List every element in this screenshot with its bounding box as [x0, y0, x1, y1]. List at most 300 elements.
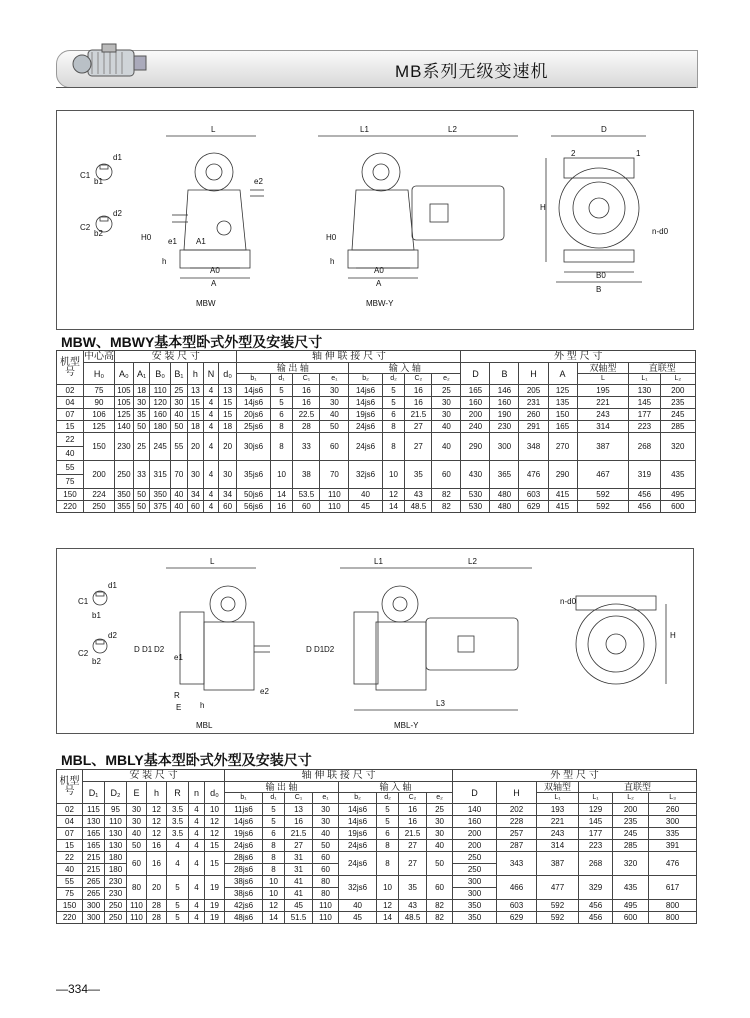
table-cell: 160: [150, 409, 171, 421]
t2-col-group-double: 双轴型: [537, 782, 579, 793]
col-hh: H: [519, 363, 548, 385]
model-cell: 15: [57, 421, 84, 433]
svg-text:b1: b1: [94, 177, 103, 186]
table-cell: 30: [427, 828, 453, 840]
table-cell: 19: [205, 912, 225, 924]
table-cell: 18: [133, 385, 150, 397]
table-cell: 24js6: [339, 852, 377, 876]
table-cell: 125: [115, 409, 134, 421]
table-cell: 190: [490, 409, 519, 421]
svg-text:E: E: [176, 703, 182, 712]
table-cell: 343: [497, 852, 537, 876]
table-cell: 15: [187, 409, 204, 421]
t2-col-r: R: [167, 782, 189, 804]
table-cell: 28js6: [225, 864, 263, 876]
table-cell: 95: [105, 804, 127, 816]
svg-text:L1: L1: [360, 125, 369, 134]
table-cell: 19: [205, 900, 225, 912]
table-cell: 60: [427, 876, 453, 900]
table-cell: 5: [382, 385, 405, 397]
table-cell: 15: [205, 852, 225, 876]
table-cell: 18: [218, 421, 237, 433]
table-cell: 250: [105, 912, 127, 924]
table-cell: 24js6: [225, 840, 263, 852]
table-cell: 476: [519, 461, 548, 489]
t2-col-d1s: d₁: [263, 793, 285, 804]
svg-text:e2: e2: [260, 687, 269, 696]
table-cell: 130: [629, 385, 660, 397]
table-cell: 16: [147, 852, 167, 876]
model-value: 75: [65, 477, 75, 486]
table-cell: 435: [613, 876, 649, 900]
model-value: 22: [57, 433, 83, 447]
table2-title: MBL、MBLY基本型卧式外型及安装尺寸: [61, 752, 312, 768]
svg-text:d2: d2: [113, 209, 122, 218]
table-cell: 290: [461, 433, 490, 461]
table-cell: 38js6: [225, 888, 263, 900]
table-cell: 240: [461, 421, 490, 433]
table-cell: 150: [548, 409, 577, 421]
table-cell: 40: [432, 421, 461, 433]
table-row: [57, 501, 696, 513]
table-cell: 231: [519, 397, 548, 409]
table-cell: 291: [519, 421, 548, 433]
table-cell: 12: [382, 489, 405, 501]
table-cell: 43: [399, 900, 427, 912]
table-cell: 5: [270, 397, 293, 409]
table-cell: 60: [127, 852, 147, 876]
table-cell: 18: [187, 421, 204, 433]
table-cell: 8: [377, 852, 399, 876]
table-cell: 51.5: [285, 912, 313, 924]
table-cell: 82: [432, 489, 461, 501]
col-a1: A₁: [133, 363, 150, 385]
table-cell: 30: [171, 397, 188, 409]
model-cell: 04: [57, 816, 83, 828]
table-cell: 110: [105, 816, 127, 828]
table-cell: 20: [187, 433, 204, 461]
svg-text:C1: C1: [78, 597, 89, 606]
header-underline: [56, 87, 696, 88]
table-cell: 48js6: [225, 912, 263, 924]
table-cell: 25: [427, 804, 453, 816]
table-cell: 165: [83, 828, 105, 840]
table-cell: 16: [293, 397, 320, 409]
table-cell: 28: [293, 421, 320, 433]
table-cell: 600: [660, 501, 695, 513]
t2-col-group-install: 安 装 尺 寸: [83, 770, 225, 782]
table-cell: 600: [613, 912, 649, 924]
table-cell: 82: [427, 900, 453, 912]
table-cell: 14js6: [339, 816, 377, 828]
table-cell: 50: [427, 852, 453, 876]
table-cell: 40: [127, 828, 147, 840]
table-cell: 165: [548, 421, 577, 433]
table-cell: 8: [377, 840, 399, 852]
table-cell: 34: [187, 489, 204, 501]
table-cell: 30: [427, 816, 453, 828]
table-row: [57, 489, 696, 501]
table-cell: 50: [320, 421, 349, 433]
svg-text:L3: L3: [436, 699, 445, 708]
table-cell: 40: [313, 828, 339, 840]
table-cell: 20: [218, 433, 237, 461]
table-cell: 19js6: [339, 828, 377, 840]
table-cell: 10: [270, 461, 293, 489]
t2-col-d2s: d₂: [377, 793, 399, 804]
table-cell: 456: [579, 912, 613, 924]
table-cell: 3.5: [167, 828, 189, 840]
table-cell: 45: [339, 912, 377, 924]
header-bar: [56, 50, 698, 88]
model-cell: 22: [57, 852, 83, 864]
table-cell: 629: [497, 912, 537, 924]
table-cell: 250: [115, 461, 134, 489]
table-cell: 135: [548, 397, 577, 409]
table-cell: 230: [105, 888, 127, 900]
table-cell: 40: [427, 840, 453, 852]
svg-text:d2: d2: [108, 631, 117, 640]
table-cell: 4: [204, 421, 219, 433]
table-cell: 30: [432, 409, 461, 421]
table-cell: 592: [577, 501, 629, 513]
t2-col-d0: d₀: [205, 782, 225, 804]
table-cell: 30: [127, 804, 147, 816]
table-cell: 31: [285, 852, 313, 864]
table-cell: 435: [660, 461, 695, 489]
table-cell: 145: [579, 816, 613, 828]
table-cell: 6: [263, 828, 285, 840]
svg-text:D1: D1: [314, 645, 325, 654]
table-cell: 30: [432, 397, 461, 409]
svg-text:h: h: [200, 701, 205, 710]
table-row: [57, 816, 697, 828]
t2-col-d2: D₂: [105, 782, 127, 804]
t2-col-l2: L₂: [613, 793, 649, 804]
table-cell: 53.5: [293, 489, 320, 501]
t2-col-d1: D₁: [83, 782, 105, 804]
col-group-shaft: 轴 伸 联 接 尺 寸: [237, 351, 461, 363]
table-cell: 260: [519, 409, 548, 421]
table-cell: 387: [537, 852, 579, 876]
table-cell: 16: [399, 804, 427, 816]
table-cell: 180: [105, 864, 127, 876]
model-cell: 15: [57, 840, 83, 852]
table-cell: 4: [189, 828, 205, 840]
table-cell: 5: [382, 397, 405, 409]
table-cell: 200: [453, 828, 497, 840]
table-cell: 48.5: [399, 912, 427, 924]
table-cell: 235: [613, 816, 649, 828]
table-row: [57, 912, 697, 924]
motor-logo-icon: [72, 40, 152, 86]
table-cell: 50js6: [237, 489, 270, 501]
col-b0: B₀: [150, 363, 171, 385]
svg-text:n-d0: n-d0: [560, 597, 577, 606]
svg-text:b2: b2: [94, 229, 103, 238]
table-cell: 228: [497, 816, 537, 828]
table-cell: 5: [167, 876, 189, 900]
table-cell: 300: [83, 912, 105, 924]
table-cell: 6: [270, 409, 293, 421]
table-cell: 31: [285, 864, 313, 876]
svg-text:C2: C2: [78, 649, 89, 658]
table1-spec: [56, 350, 696, 513]
table-row: [57, 461, 696, 489]
table-cell: 315: [150, 461, 171, 489]
col-model: 机型号: [57, 351, 84, 385]
col-l2: L₂: [660, 374, 695, 385]
table-cell: 245: [150, 433, 171, 461]
table-cell: 30: [187, 461, 204, 489]
t2-col-group-input: 输 入 轴: [339, 782, 453, 793]
table-cell: 27: [285, 840, 313, 852]
table-cell: 12: [263, 900, 285, 912]
table-cell: 15: [218, 397, 237, 409]
col-b1: B₁: [171, 363, 188, 385]
table-cell: 10: [205, 804, 225, 816]
table-cell: 8: [263, 840, 285, 852]
table-cell: 200: [461, 409, 490, 421]
table-cell: 3.5: [167, 816, 189, 828]
table-cell: 45: [285, 900, 313, 912]
table-cell: 480: [490, 489, 519, 501]
table-row: [57, 876, 697, 888]
svg-text:H0: H0: [141, 233, 152, 242]
col-b1s: b₁: [237, 374, 270, 385]
table-cell: 30: [127, 816, 147, 828]
model-cell: [57, 461, 84, 489]
model-value: 55: [57, 461, 83, 475]
table-cell: 5: [270, 385, 293, 397]
table-cell: 15: [187, 397, 204, 409]
svg-text:H0: H0: [326, 233, 337, 242]
col-d0: d₀: [218, 363, 237, 385]
table2-spec: [56, 769, 697, 924]
table-cell: 4: [189, 912, 205, 924]
table-cell: 40: [171, 501, 188, 513]
col-center-height: 中心高: [84, 350, 114, 362]
table-cell: 21.5: [399, 828, 427, 840]
table-row: [57, 828, 697, 840]
t2-col-c2: C₂: [399, 793, 427, 804]
model-cell: 220: [57, 501, 84, 513]
table-cell: 285: [660, 421, 695, 433]
t2-col-group-shaft: 轴 伸 联 接 尺 寸: [225, 770, 453, 782]
table-cell: 230: [105, 876, 127, 888]
table-cell: 19js6: [349, 409, 382, 421]
svg-text:C1: C1: [80, 171, 91, 180]
table-cell: 16: [405, 385, 432, 397]
table-cell: 56js6: [237, 501, 270, 513]
table-cell: 27: [405, 421, 432, 433]
table-cell: 215: [83, 864, 105, 876]
table-cell: 24js6: [349, 421, 382, 433]
table-cell: 4: [189, 900, 205, 912]
table-cell: 10: [382, 461, 405, 489]
table-cell: 140: [453, 804, 497, 816]
table-cell: 16: [285, 816, 313, 828]
col-group-install: 安 装 尺 寸: [115, 351, 237, 363]
table-cell: 14js6: [349, 397, 382, 409]
table-row: [57, 804, 697, 816]
table-cell: 8: [270, 433, 293, 461]
table-cell: 27: [399, 852, 427, 876]
svg-text:D1: D1: [142, 645, 153, 654]
table-cell: 30: [313, 804, 339, 816]
table-cell: 223: [629, 421, 660, 433]
table-cell: 6: [382, 409, 405, 421]
table-cell: 21.5: [285, 828, 313, 840]
table-cell: 40: [349, 489, 382, 501]
table-cell: 10: [263, 888, 285, 900]
table-cell: 350: [453, 912, 497, 924]
col-h0: H₀: [83, 363, 114, 385]
table-cell: 320: [613, 852, 649, 876]
t2-col-dd: D: [453, 782, 497, 804]
table-cell: 16: [293, 385, 320, 397]
t2-col-e2: e₂: [427, 793, 453, 804]
table-cell: 5: [377, 816, 399, 828]
table-cell: 27: [405, 433, 432, 461]
table-cell: 4: [189, 840, 205, 852]
table-cell: 45: [349, 501, 382, 513]
table-cell: 466: [497, 876, 537, 900]
table-cell: 456: [629, 489, 660, 501]
table-cell: 5: [167, 912, 189, 924]
t2-col-l3: L₃: [649, 793, 697, 804]
t2-col-e: E: [127, 782, 147, 804]
table-row: [57, 900, 697, 912]
table-cell: 140: [115, 421, 134, 433]
table-cell: 180: [150, 421, 171, 433]
svg-text:MBL: MBL: [196, 721, 213, 730]
table-cell: 40: [320, 409, 349, 421]
model-cell: 04: [57, 397, 84, 409]
svg-text:e2: e2: [254, 177, 263, 186]
table-cell: 300: [453, 876, 497, 888]
table-cell: 3.5: [167, 804, 189, 816]
t2-col-h: h: [147, 782, 167, 804]
table-cell: 43: [405, 489, 432, 501]
table-cell: 14: [270, 489, 293, 501]
table-row: [57, 840, 697, 852]
table-cell: 592: [537, 900, 579, 912]
table-cell: 5: [167, 900, 189, 912]
svg-text:H: H: [670, 631, 676, 640]
table-cell: 80: [313, 888, 339, 900]
table-cell: 50: [127, 840, 147, 852]
svg-text:A1: A1: [196, 237, 206, 246]
col-group-input-shaft: 输 入 轴: [349, 363, 461, 374]
table-cell: 4: [204, 501, 219, 513]
t2-col-b1: b₁: [225, 793, 263, 804]
table-cell: 8: [382, 421, 405, 433]
table-cell: 28: [147, 900, 167, 912]
svg-text:d1: d1: [113, 153, 122, 162]
table-cell: 335: [649, 828, 697, 840]
table-cell: 60: [320, 433, 349, 461]
model-cell: 02: [57, 385, 84, 397]
table-cell: 4: [189, 816, 205, 828]
table-row: [57, 397, 696, 409]
table-cell: 105: [115, 385, 134, 397]
table-cell: 415: [548, 489, 577, 501]
page-title: MB系列无级变速机: [395, 62, 549, 81]
table-cell: 250: [83, 501, 114, 513]
svg-text:L2: L2: [448, 125, 457, 134]
col-l: L: [577, 374, 629, 385]
t2-col-n: n: [189, 782, 205, 804]
col-group-direct: 直联型: [629, 363, 696, 374]
model-cell: 75: [57, 888, 83, 900]
table-cell: 4: [189, 876, 205, 900]
table-cell: 375: [150, 501, 171, 513]
table-cell: 25: [171, 385, 188, 397]
table1-title: MBW、MBWY基本型卧式外型及安装尺寸: [61, 334, 323, 350]
table-cell: 60: [432, 461, 461, 489]
table-cell: 10: [263, 876, 285, 888]
svg-text:n-d0: n-d0: [652, 227, 669, 236]
col-n: N: [204, 363, 219, 385]
table-cell: 60: [218, 501, 237, 513]
table-cell: 250: [453, 864, 497, 876]
table-cell: 221: [537, 816, 579, 828]
table-cell: 20: [147, 876, 167, 900]
table-cell: 4: [204, 409, 219, 421]
table-cell: 16: [270, 501, 293, 513]
svg-text:MBL-Y: MBL-Y: [394, 721, 419, 730]
mbw-technical-drawing: [56, 110, 694, 330]
table-cell: 495: [660, 489, 695, 501]
table-cell: 165: [83, 840, 105, 852]
table-cell: 82: [432, 501, 461, 513]
table-cell: 592: [537, 912, 579, 924]
svg-text:b2: b2: [92, 657, 101, 666]
svg-text:L1: L1: [374, 557, 383, 566]
table-cell: 41: [285, 876, 313, 888]
table-cell: 4: [189, 804, 205, 816]
col-c1: C₁: [293, 374, 320, 385]
table-cell: 265: [83, 876, 105, 888]
table-cell: 160: [461, 397, 490, 409]
col-d2: d₂: [382, 374, 405, 385]
table-cell: 16: [147, 840, 167, 852]
model-cell: 07: [57, 828, 83, 840]
table-cell: 617: [649, 876, 697, 900]
svg-text:A0: A0: [210, 266, 220, 275]
svg-text:D: D: [306, 645, 312, 654]
svg-text:B0: B0: [596, 271, 606, 280]
svg-text:R: R: [174, 691, 180, 700]
table-row: [57, 433, 696, 461]
model-cell: 07: [57, 409, 84, 421]
col-l1: L₁: [629, 374, 660, 385]
table-cell: 120: [150, 397, 171, 409]
svg-text:A0: A0: [374, 266, 384, 275]
table-cell: 195: [577, 385, 629, 397]
svg-text:D2: D2: [324, 645, 335, 654]
svg-text:D: D: [134, 645, 140, 654]
table-cell: 285: [613, 840, 649, 852]
table-cell: 329: [579, 876, 613, 900]
table-row: [57, 385, 696, 397]
svg-text:C2: C2: [80, 223, 91, 232]
table-cell: 16: [405, 397, 432, 409]
table-cell: 15: [205, 840, 225, 852]
table-cell: 35: [399, 876, 427, 900]
table-cell: 12: [147, 828, 167, 840]
